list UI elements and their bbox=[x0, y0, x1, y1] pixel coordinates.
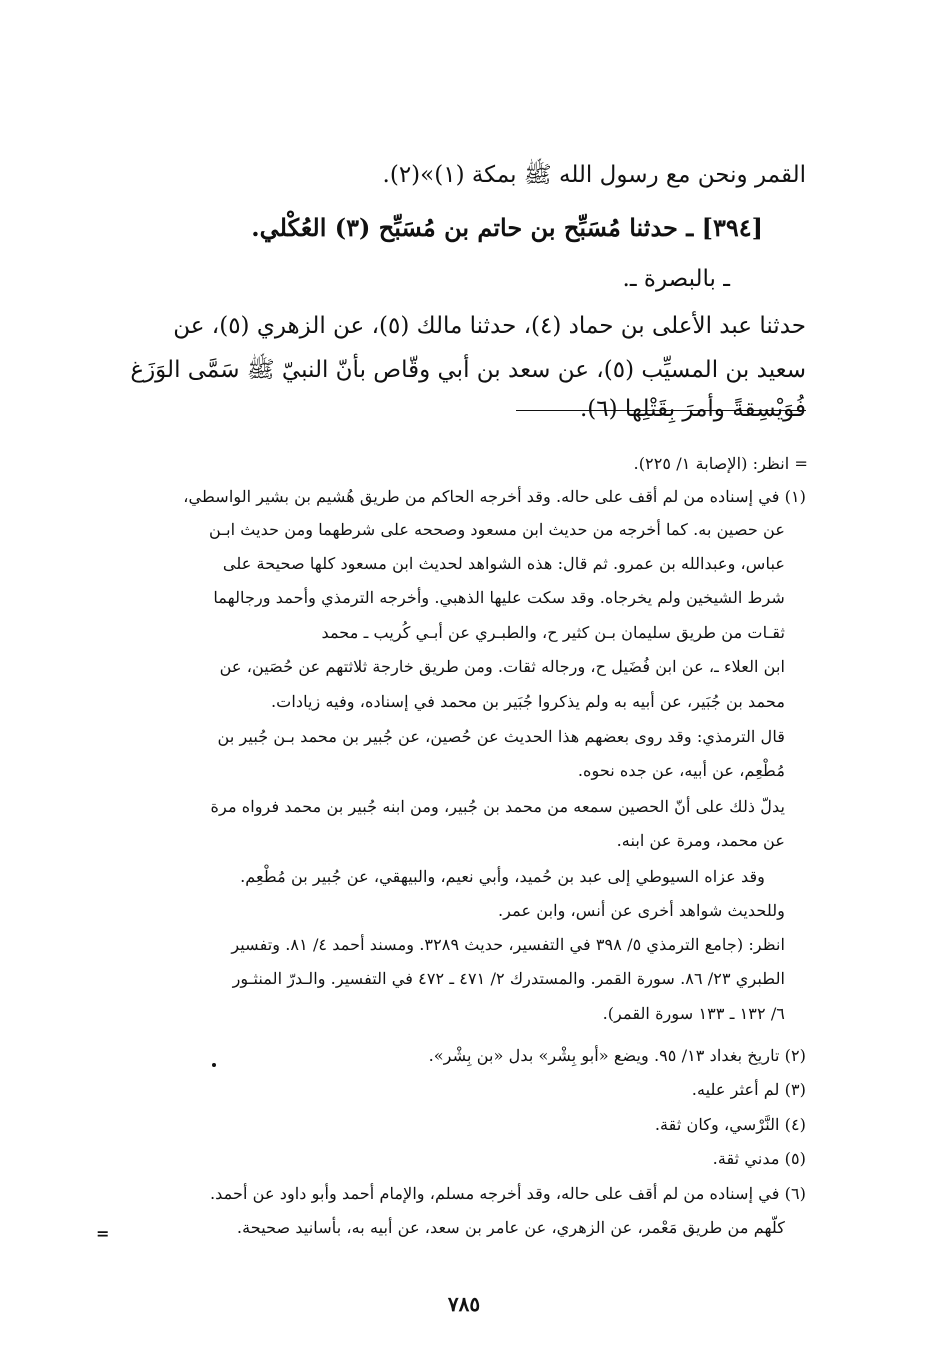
footnote-line-9: مُطْعِم، عن أبيه، عن جده نحوه. bbox=[577, 761, 785, 780]
main-line-4: حدثنا عبد الأعلى بن حماد (٤)، حدثنا مالك (٥)، عن الزهري (٥)، عن bbox=[173, 313, 806, 339]
footnote-line-13: وللحديث شواهد أخرى عن أنس، وابن عمر. bbox=[498, 901, 785, 920]
stray-dot-mark bbox=[212, 1063, 216, 1067]
footnote-line-4: شرط الشيخين ولم يخرجاه. وقد سكت عليها الذهبي. وأخرجه الترمذي وأحمد ورجالهما bbox=[213, 588, 785, 607]
footnote-line-11: عن محمد، ومرة عن ابنه. bbox=[616, 831, 785, 850]
footnote-6: (٦) في إسناده من لم أقف على حاله، وقد أخرجه مسلم، والإمام أحمد وأبو داود عن أحمد. bbox=[209, 1184, 806, 1203]
hadith-heading: [٣٩٤] ـ حدثنا مُسَبِّح بن حاتم بن مُسَبِّح (٣) العُكْلي. bbox=[251, 213, 763, 242]
page-number: ٧٨٥ bbox=[447, 1292, 481, 1316]
footnote-line-1: (١) في إسناده من لم أقف على حاله. وقد أخرجه الحاكم من طريق هُشيم بن بشير الواسطي، bbox=[183, 487, 806, 506]
footnote-line-7: محمد بن جُبَير، عن أبيه به ولم يذكروا جُبَير بن محمد في إسناده، وفيه زيادات. bbox=[271, 692, 785, 711]
footnote-line-10: يدلّ ذلك على أنّ الحصين سمعه من محمد بن جُبير، ومن ابنه جُبير بن محمد فرواه مرة bbox=[210, 797, 785, 816]
main-line-5: سعيد بن المسيِّب (٥)، عن سعد بن أبي وقّاص بأنّ النبيّ ﷺ سَمَّى الوَزَغ bbox=[130, 357, 806, 383]
footnote-5: (٥) مدني ثقة. bbox=[712, 1149, 806, 1168]
main-line-3: ـ بالبصرة ـ. bbox=[622, 266, 730, 292]
main-line-1: القمر ونحن مع رسول الله ﷺ بمكة (١)»(٢). bbox=[382, 162, 806, 188]
footnote-line-16: ٦/ ١٣٢ ـ ١٣٣ سورة القمر). bbox=[602, 1004, 785, 1023]
footnote-line-15: الطبري ٢٣/ ٨٦. سورة القمر. والمستدرك ٢/ ٤٧١ ـ ٤٧٢ في التفسير. والـدرّ المنثـور bbox=[232, 969, 785, 988]
main-line-6: فُوَيْسِقةً وأمرَ بِقَتْلِها (٦). bbox=[579, 396, 806, 422]
footnote-separator bbox=[516, 410, 806, 411]
footnote-line-2: عن حصين به. كما أخرجه من حديث ابن مسعود وصححه على شرطهما ومن حديث ابـن bbox=[209, 520, 785, 539]
footnote-line-6: ابن العلاء ـ، عن ابن فُضَيل ح، ورجاله ثقات. ومن طريق خارجة ثلاثتهم عن حُصَين، عن bbox=[219, 657, 785, 676]
footnote-line-8: قال الترمذي: وقد روى بعضهم هذا الحديث عن حُصين، عن جُبير بن محمد بـن جُبير بن bbox=[217, 727, 785, 746]
footnote-line-0: = انظر: (الإصابة ١/ ٢٢٥). bbox=[633, 454, 808, 473]
continuation-mark: = bbox=[96, 1224, 110, 1243]
footnote-3: (٣) لم أعثر عليه. bbox=[691, 1080, 806, 1099]
footnote-line-3: عباس، وعبدالله بن عمرو. ثم قال: هذه الشواهد لحديث ابن مسعود كلها صحيحة على bbox=[222, 554, 785, 573]
footnote-line-12: وقد عزاه السيوطي إلى عبد بن حُميد، وأبي نعيم، والبيهقي، عن جُبير بن مُطْعِم. bbox=[240, 867, 765, 886]
footnote-6-continued: كلّهم من طريق مَعْمر، عن الزهري، عن عامر بن سعد، عن أبيه به، بأسانيد صحيحة. bbox=[236, 1218, 785, 1237]
footnote-2: (٢) تاريخ بغداد ١٣/ ٩٥. ويضع «أبو بِشْر» بدل «بن بِشْر». bbox=[428, 1046, 806, 1065]
footnote-4: (٤) النَّرْسي، وكان ثقة. bbox=[654, 1115, 806, 1134]
footnote-line-14: انظر: (جامع الترمذي ٥/ ٣٩٨ في التفسير، حديث ٣٢٨٩. ومسند أحمد ٤/ ٨١. وتفسير bbox=[231, 935, 785, 954]
footnote-line-5: ثقـات من طريق سليمان بـن كثير ح، والطبـري عن أبـي كُريب ـ محمد bbox=[321, 623, 785, 642]
